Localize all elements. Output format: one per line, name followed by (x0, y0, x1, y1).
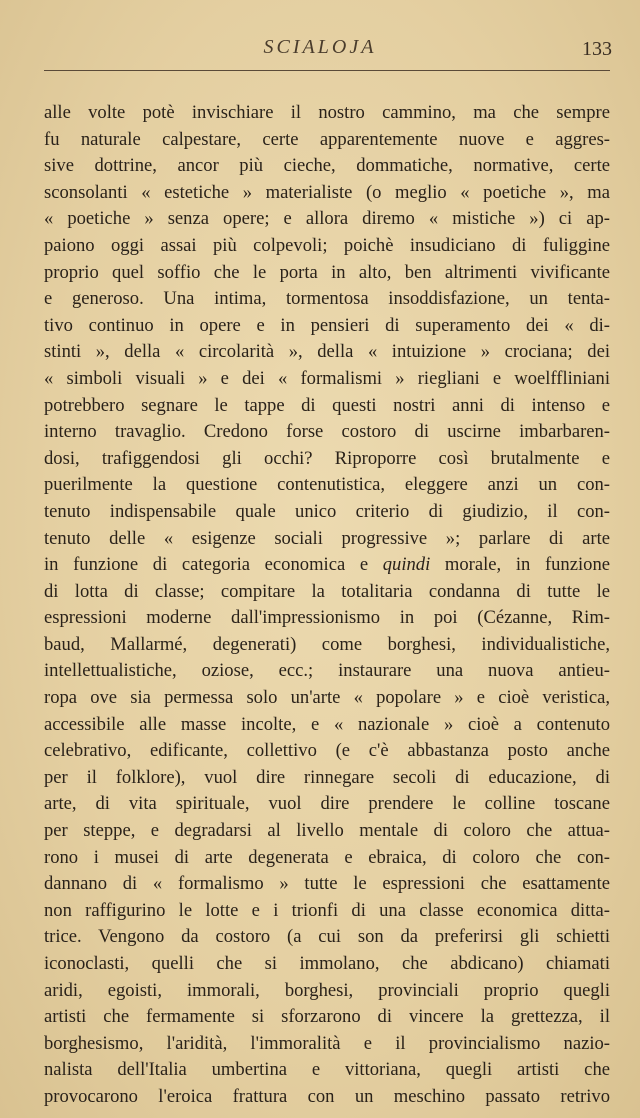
body-text (44, 100, 610, 1111)
running-head (0, 36, 640, 66)
text-line: tenuto indispensabile quale unico criterio di giudizio, il con- (44, 500, 610, 522)
text-line: artisti che fermamente si sforzarono di vincere la grettezza, il (44, 1006, 610, 1028)
text-line: non raffigurino le lotte e i trionfi di una classe economica ditta- (44, 899, 610, 921)
text-line: alle volte potè invischiare il nostro cammino, ma che sempre (44, 102, 610, 123)
text-line: espressioni moderne dall'impressionismo in poi (Cézanne, Rim- (44, 607, 610, 629)
text-line: intellettualistiche, oziose, ecc.; instaurare una nuova antieu- (44, 660, 610, 682)
text-line: stinti », della « circolarità », della « intuizione » crociana; dei (44, 341, 610, 363)
text-line: « poetiche » senza opere; e allora diremo « mistiche ») ci ap- (44, 208, 610, 230)
text-line: potrebbero segnare le tappe di questi nostri anni di intenso e (44, 394, 610, 416)
text-line: arte, di vita spirituale, vuol dire prendere le colline toscane (44, 793, 610, 815)
text-line: provocarono l'eroica frattura con un meschino passato retrivo (44, 1085, 610, 1107)
text-line: tenuto delle « esigenze sociali progressive »; parlare di arte (44, 527, 610, 549)
running-title: SCIALOJA (263, 36, 377, 58)
text-line: nalista dell'Italia umbertina e vittoriana, quegli artisti che (44, 1059, 610, 1081)
italic-word: quindi (382, 554, 431, 576)
text-line: tivo continuo in opere e in pensieri di superamento dei « di- (44, 314, 610, 336)
text-line: iconoclasti, quelli che si immolano, che abdicano) chiamati (44, 953, 610, 974)
text-line: per il folklore), vuol dire rinnegare secoli di educazione, di (44, 766, 610, 788)
text-line: dannano di « formalismo » tutte le espressioni che esattamente (44, 873, 610, 895)
text-line: rono i musei di arte degenerata e ebraica, di coloro che con- (44, 846, 610, 868)
text-line: di lotta di classe; compitare la totalitaria condanna di tutte le (44, 580, 610, 602)
text-line: dosi, trafiggendosi gli occhi? Riproporre così brutalmente e (44, 447, 610, 469)
text-line: baud, Mallarmé, degenerati) come borghesi, individualistiche, (44, 633, 610, 655)
text-line: sconsolanti « estetiche » materialiste (o meglio « poetiche », ma (44, 181, 610, 203)
text-line: interno travaglio. Credono forse costoro di uscirne imbarbaren- (44, 421, 610, 443)
text-line: accessibile alle masse incolte, e « nazionale » cioè a contenuto (44, 713, 610, 735)
text-line: per steppe, e degradarsi al livello mentale di coloro che attua- (44, 820, 610, 842)
page-number: 133 (582, 38, 612, 60)
text-line: fu naturale calpestare, certe apparentemente nuove e aggres- (44, 128, 610, 150)
text-line: borghesismo, l'aridità, l'immoralità e il provincialismo nazio- (44, 1032, 610, 1054)
text-line: aridi, egoisti, immorali, borghesi, provinciali proprio quegli (44, 979, 610, 1001)
text-line: paiono oggi assai più colpevoli; poichè insudiciano di fuliggine (44, 234, 610, 256)
text-line: ropa ove sia permessa solo un'arte « popolare » e cioè veristica, (44, 687, 610, 709)
text-line: « simboli visuali » e dei « formalismi » riegliani e woelffliniani (44, 367, 610, 389)
text-line: puerilmente la questione contenutistica, eleggere anzi un con- (44, 474, 610, 496)
text-line: e generoso. Una intima, tormentosa insoddisfazione, un tenta- (44, 288, 610, 310)
text-line: celebrativo, edificante, collettivo (e c'è abbastanza posto anche (44, 740, 610, 762)
text-line: sive dottrine, ancor più cieche, dommatiche, normative, certe (44, 155, 610, 177)
text-line: proprio quel soffio che le porta in alto, ben altrimenti vivificante (44, 261, 610, 283)
header-rule (44, 70, 610, 71)
text-line: trice. Vengono da costoro (a cui son da preferirsi gli schietti (44, 926, 610, 948)
text-line: in funzione di categoria economica e quindi morale, in funzione (44, 554, 610, 576)
